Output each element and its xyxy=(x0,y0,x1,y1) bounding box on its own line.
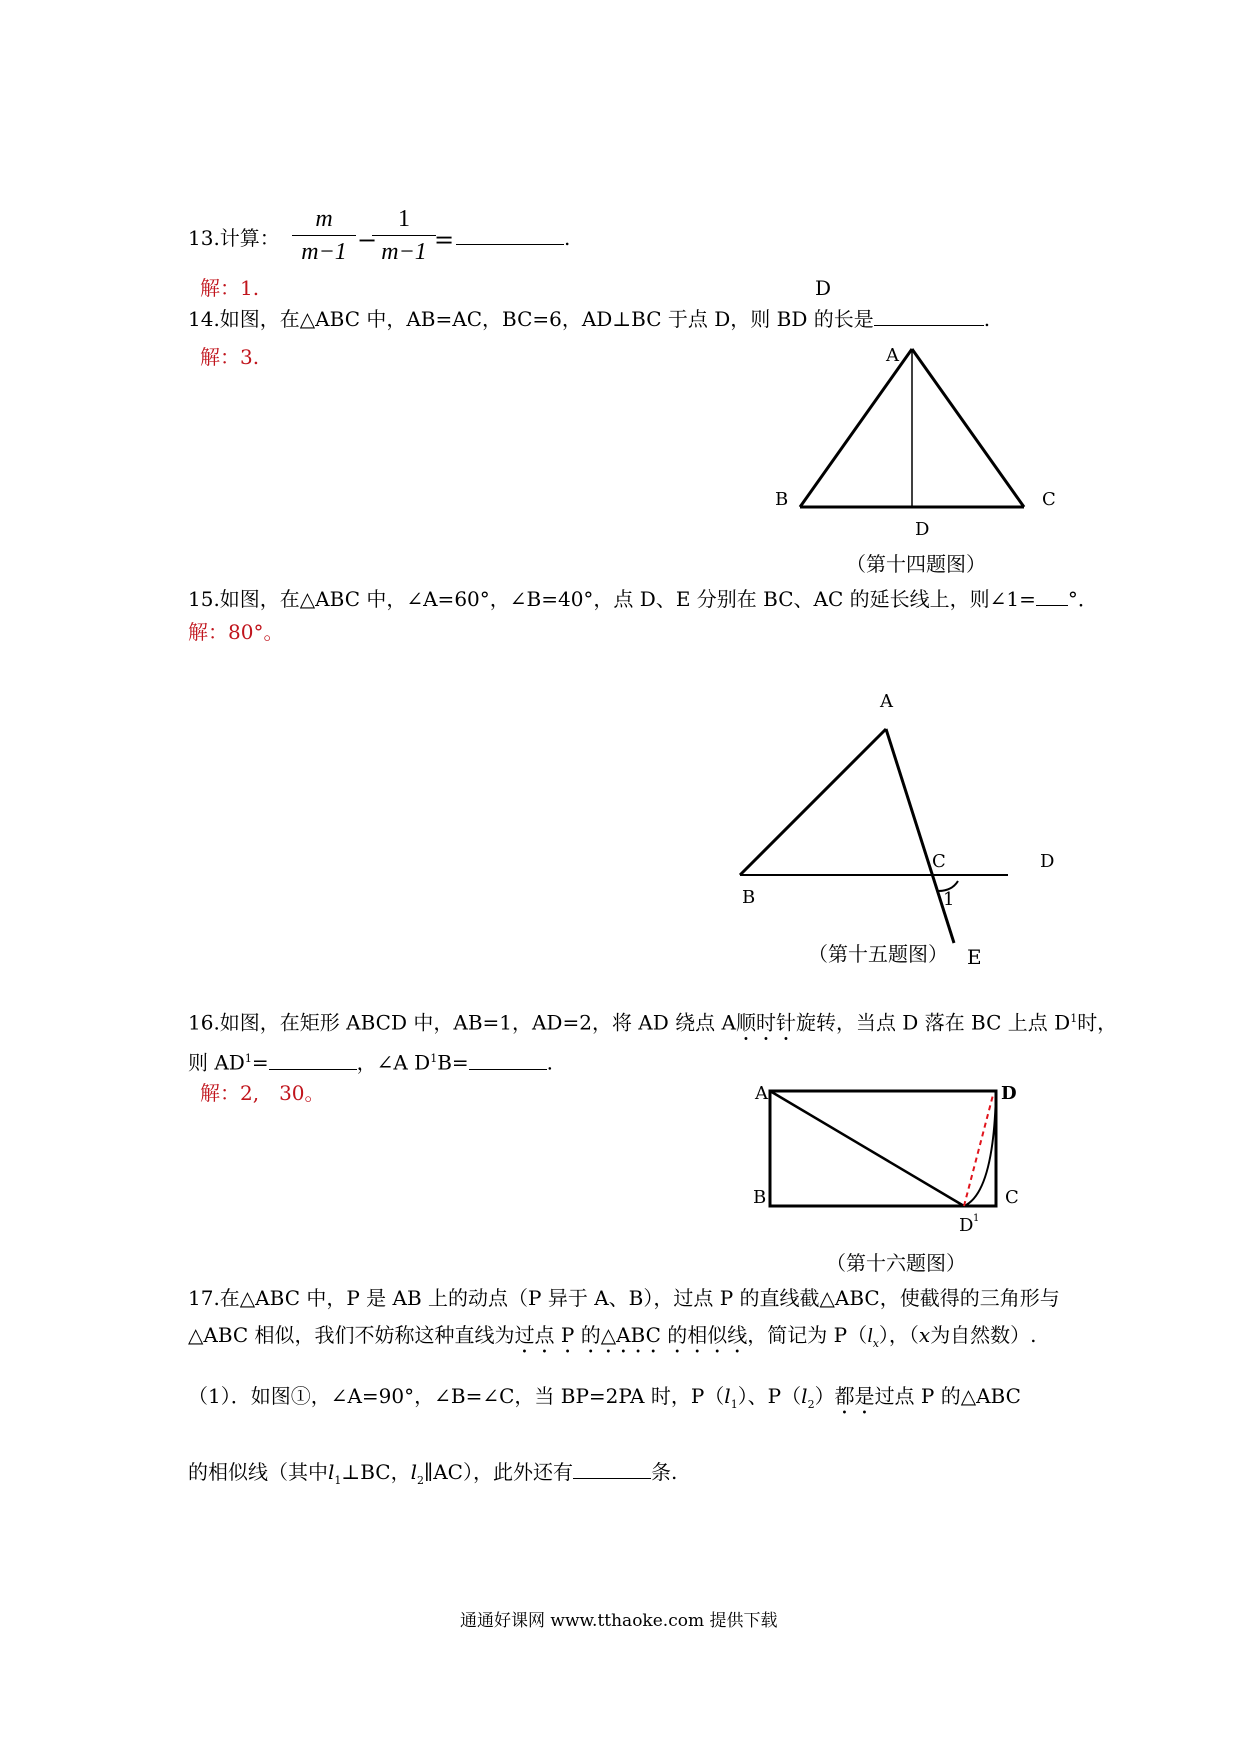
q15-answer: 解：80°。 xyxy=(188,620,284,644)
q13-equals: = xyxy=(434,226,455,254)
q14-side-AB xyxy=(800,349,912,507)
q15-label-E: E xyxy=(967,945,982,969)
q13-frac1-denominator: m−1 xyxy=(301,239,347,265)
q14-question: 14.如图，在△ABC 中，AB=AC，BC=6，AD⊥BC 于点 D，则 BD 的长是 . xyxy=(188,307,991,331)
q14-label-D: D xyxy=(915,519,930,535)
q17-line-1: 17.在△ABC 中，P 是 AB 上的动点（P 异于 A、B），过点 P 的直线截△ABC，使截得的三角形与 xyxy=(188,1286,1060,1310)
q15-label-A: A xyxy=(880,691,893,712)
q14-label-A: A xyxy=(886,345,899,366)
q16-line-1: 16.如图，在矩形 ABCD 中，AB=1，AD=2，将 AD 绕点 A顺时针旋转，当点 D 落在 BC 上点 $D^1$时， xyxy=(188,1010,1118,1035)
q13-fraction-1 xyxy=(292,205,356,266)
q17-line-3: （1）．如图①，∠A=90°，∠B=∠C，当 BP=2PA 时，$P(l_1)$、$P(l_2)$都是过点 P 的△ABC xyxy=(188,1384,1021,1411)
q16-label-B: B xyxy=(753,1187,767,1208)
q14-answer-blank[interactable] xyxy=(874,307,984,326)
q16-label-D: D xyxy=(1001,1083,1017,1104)
q16-label-D1: D xyxy=(959,1215,974,1235)
q15-side-AB xyxy=(740,729,886,875)
q15-question-text: 15.如图，在△ABC 中，∠A=60°，∠B=40°，点 D、E 分别在 BC、AC 的延长线上，则∠1= xyxy=(188,587,1036,611)
q13-frac2-denominator: m−1 xyxy=(381,239,427,265)
q16-caption: （第十六题图） xyxy=(826,1251,966,1275)
q15-label-D: D xyxy=(1040,851,1055,872)
q13-fraction-2 xyxy=(372,205,436,266)
q16-answer: 解：2, 30。 xyxy=(200,1081,325,1105)
q13-frac1-numerator: m xyxy=(315,206,333,232)
q13-stray-label: D xyxy=(815,276,832,300)
q15-line-AE xyxy=(886,729,954,943)
page-footer: 通通好课网 www.tthaoke.com 提供下载 xyxy=(460,1611,778,1631)
q15-label-C: C xyxy=(932,851,946,872)
q16-line-2: 则 $AD^1=$ ，∠A $D^1B=$ . xyxy=(188,1050,554,1075)
q13-prefix: 13.计算： xyxy=(188,226,280,250)
q15-label-B: B xyxy=(742,887,756,908)
q13-frac2-numerator: 1 xyxy=(398,206,410,232)
q14-figure xyxy=(760,335,1070,535)
q14-caption: （第十四题图） xyxy=(846,552,986,576)
q14-answer: 解：3. xyxy=(200,345,260,369)
q16-dashed-line-DD1 xyxy=(964,1095,993,1206)
q14-label-B: B xyxy=(775,489,789,510)
q13-answer-blank[interactable]: . xyxy=(456,226,570,250)
q13-answer: 解：1. xyxy=(200,276,260,300)
q15-question: 15.如图，在△ABC 中，∠A=60°，∠B=40°，点 D、E 分别在 BC、AC 的延长线上，则∠1= °． xyxy=(188,587,1098,611)
q17-emphasis-all-are: 都是 xyxy=(834,1384,875,1408)
q16-answer-blank-2[interactable] xyxy=(469,1051,547,1070)
q16-rotation-arc xyxy=(964,1091,996,1206)
q16-rectangle-ABCD xyxy=(770,1091,996,1206)
q16-label-C: C xyxy=(1005,1187,1019,1208)
q17-answer-blank[interactable] xyxy=(573,1460,651,1479)
q13-minus: − xyxy=(357,226,378,254)
q15-caption: （第十五题图） xyxy=(808,942,948,966)
q16-label-A: A xyxy=(755,1083,768,1104)
q16-segment-AD1 xyxy=(770,1091,964,1206)
q16-answer-blank-1[interactable] xyxy=(269,1051,357,1070)
q15-answer-blank[interactable] xyxy=(1036,587,1068,606)
q14-question-text: 14.如图，在△ABC 中，AB=AC，BC=6，AD⊥BC 于点 D，则 BD 的长是 xyxy=(188,307,874,331)
q17-line-2: △ABC 相似，我们不妨称这种直线为过点 P 的△ABC 的相似线，简记为 $P(l_x)$，（x为自然数）. xyxy=(188,1323,1037,1350)
q14-label-C: C xyxy=(1042,489,1056,510)
q14-side-AC xyxy=(912,349,1024,507)
q17-emphasis-similar-line: 过点 P 的△ABC 的相似线 xyxy=(514,1323,748,1347)
q16-label-D1-sup: 1 xyxy=(973,1213,980,1224)
q15-label-angle-1: 1 xyxy=(943,889,955,910)
q15-figure xyxy=(730,685,1070,975)
q17-line-4: 的相似线（其中$l_1\perp BC$，$l_2\parallel AC$），此外还有 条. xyxy=(188,1460,678,1487)
q16-figure xyxy=(745,1075,1065,1235)
q16-emphasis-clockwise: 顺时针 xyxy=(735,1010,796,1035)
